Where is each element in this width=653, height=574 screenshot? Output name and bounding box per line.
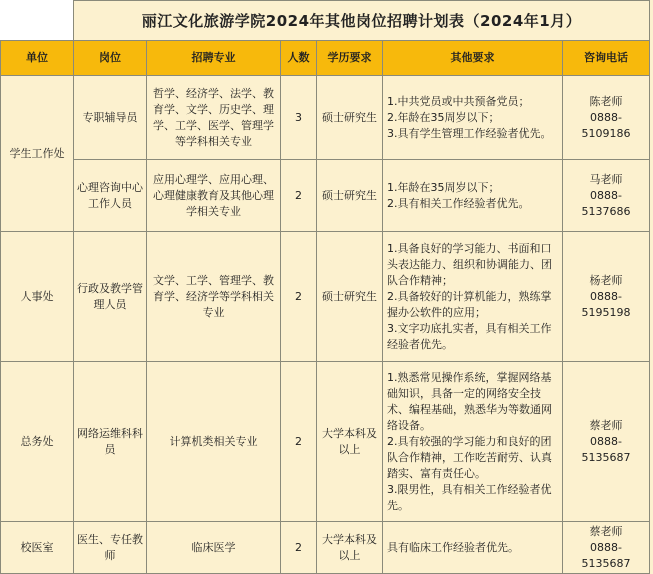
requirements-cell	[383, 232, 563, 362]
contact-name: 蔡老师	[589, 524, 623, 538]
major-cell: 哲学、经济学、法学、教育学、文学、历史学、理学、工学、医学、管理学等学科相关专业	[147, 76, 281, 160]
contact-cell	[563, 522, 650, 574]
position-cell: 行政及教学管理人员	[74, 232, 147, 362]
unit-cell: 校医室	[1, 522, 74, 574]
major-cell: 计算机类相关专业	[147, 362, 281, 522]
contact-name: 马老师	[589, 172, 623, 186]
table-row	[1, 232, 650, 362]
requirements-cell	[383, 362, 563, 522]
requirement-line: 1.具备良好的学习能力、书面和口头表达能力、组织和协调能力、团队合作精神；	[387, 241, 552, 287]
position-cell: 网络运维科科员	[74, 362, 147, 522]
contact-cell	[563, 362, 650, 522]
requirement-line: 具有临床工作经验者优先。	[387, 540, 519, 554]
header-major: 招聘专业	[147, 41, 281, 76]
education-cell: 大学本科及以上	[317, 362, 383, 522]
major-cell: 文学、工学、管理学、教育学、经济学等学科相关专业	[147, 232, 281, 362]
requirement-line: 1.熟悉常见操作系统，掌握网络基础知识，具备一定的网络安全技术、编程基础，熟悉华为等数通网络设备。	[387, 370, 552, 432]
contact-cell	[563, 160, 650, 232]
requirement-line: 1.年龄在35周岁以下；	[387, 180, 500, 194]
count-cell: 2	[281, 362, 317, 522]
contact-cell	[563, 232, 650, 362]
contact-phone: 0888-5195198	[581, 289, 631, 319]
unit-cell: 总务处	[1, 362, 74, 522]
requirement-line: 1.中共党员或中共预备党员；	[387, 94, 530, 108]
position-cell: 专职辅导员	[74, 76, 147, 160]
position-cell: 心理咨询中心工作人员	[74, 160, 147, 232]
header-count: 人数	[281, 41, 317, 76]
contact-name: 陈老师	[589, 94, 623, 108]
header-requirements: 其他要求	[383, 41, 563, 76]
requirement-line: 2.具有相关工作经验者优先。	[387, 196, 530, 210]
table-row	[1, 160, 650, 232]
major-cell: 临床医学	[147, 522, 281, 574]
contact-cell	[563, 76, 650, 160]
table-row	[1, 362, 650, 522]
contact-name: 杨老师	[589, 273, 623, 287]
count-cell: 2	[281, 232, 317, 362]
contact-phone: 0888-5109186	[581, 110, 631, 140]
education-cell: 硕士研究生	[317, 160, 383, 232]
page-title: 丽江文化旅游学院2024年其他岗位招聘计划表（2024年1月）	[74, 1, 650, 41]
table-row	[1, 522, 650, 574]
education-cell: 大学本科及以上	[317, 522, 383, 574]
requirement-line: 2.具有较强的学习能力和良好的团队合作精神，工作吃苦耐劳、认真踏实、富有责任心。	[387, 434, 552, 480]
contact-name: 蔡老师	[589, 418, 623, 432]
count-cell: 3	[281, 76, 317, 160]
table-row	[1, 76, 650, 160]
count-cell: 2	[281, 522, 317, 574]
contact-phone: 0888-5135687	[581, 434, 631, 464]
header-unit: 单位	[1, 41, 74, 76]
header-education: 学历要求	[317, 41, 383, 76]
requirement-line: 3.具有学生管理工作经验者优先。	[387, 126, 552, 140]
unit-cell: 人事处	[1, 232, 74, 362]
header-row	[1, 41, 650, 76]
requirement-line: 3.限男性，具有相关工作经验者优先。	[387, 482, 552, 512]
requirements-cell	[383, 76, 563, 160]
education-cell: 硕士研究生	[317, 76, 383, 160]
major-cell: 应用心理学、应用心理、心理健康教育及其他心理学相关专业	[147, 160, 281, 232]
requirements-cell	[383, 160, 563, 232]
requirement-line: 2.年龄在35周岁以下；	[387, 110, 500, 124]
requirement-line: 2.具备较好的计算机能力，熟练掌握办公软件的应用；	[387, 289, 552, 319]
unit-cell: 学生工作处	[1, 76, 74, 232]
position-cell: 医生、专任教师	[74, 522, 147, 574]
count-cell: 2	[281, 160, 317, 232]
contact-phone: 0888-5135687	[581, 540, 631, 570]
requirement-line: 3.文字功底扎实者，具有相关工作经验者优先。	[387, 321, 552, 351]
education-cell: 硕士研究生	[317, 232, 383, 362]
header-position: 岗位	[74, 41, 147, 76]
title-margin-cell	[1, 1, 74, 41]
requirements-cell	[383, 522, 563, 574]
header-contact: 咨询电话	[563, 41, 650, 76]
contact-phone: 0888-5137686	[581, 188, 631, 218]
